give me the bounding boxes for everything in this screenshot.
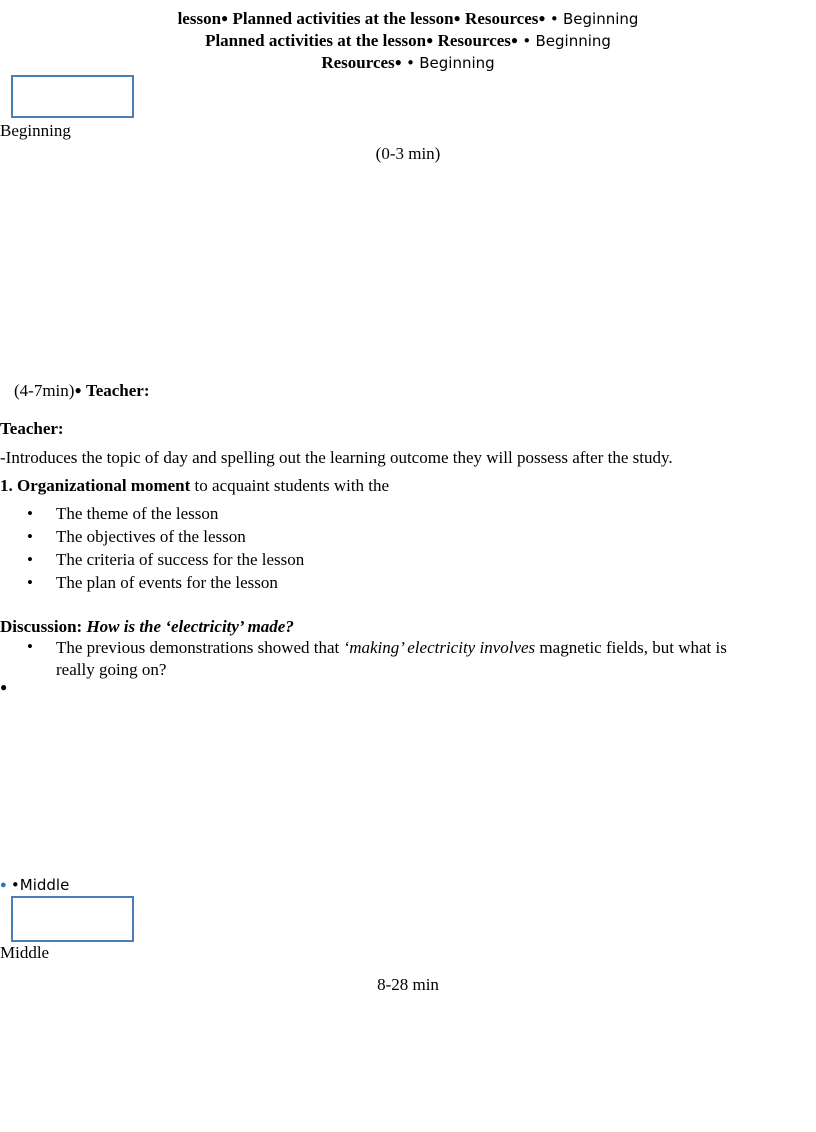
- middle-label: Middle: [0, 943, 50, 962]
- bullet-icon: ●: [221, 11, 229, 25]
- header-line-3: [0, 53, 816, 73]
- bullet-icon: •: [10, 876, 20, 894]
- header-line-2-resources: Resources: [433, 31, 511, 50]
- discussion-text-b: magnetic fields, but what is: [535, 638, 727, 657]
- header-line-1: [0, 9, 816, 29]
- stage2-time-line: [14, 381, 150, 401]
- header-line-1-beginning: Beginning: [563, 10, 639, 28]
- header-line-1-lesson: lesson: [177, 9, 222, 28]
- teacher-heading: Teacher:: [0, 419, 64, 438]
- bullet-icon: •: [27, 527, 33, 546]
- beginning-text-box[interactable]: [11, 75, 134, 118]
- bullet-icon: ●: [0, 680, 8, 694]
- bullet-icon: ●: [394, 55, 402, 69]
- header-line-1-resources: Resources: [460, 9, 539, 28]
- list-item-text: The criteria of success for the lesson: [56, 550, 305, 569]
- bullet-icon: •: [27, 504, 33, 523]
- beginning-time: (0-3 min): [375, 144, 441, 163]
- middle-text-box[interactable]: [11, 896, 134, 942]
- list-item: [0, 571, 304, 594]
- beginning-label: Beginning: [0, 121, 71, 140]
- bullet-icon: ●: [453, 11, 461, 25]
- list-item-text: The theme of the lesson: [56, 504, 219, 523]
- discussion-text-a: The previous demonstrations showed that: [56, 638, 344, 657]
- discussion-question: How is the ‘electricity’ made?: [86, 617, 294, 636]
- discussion-text-italic: ‘making’ electricity involves: [343, 638, 536, 657]
- teacher-intro: -Introduces the topic of day and spelling out the learning outcome they will possess after the study.: [0, 448, 673, 467]
- discussion-heading: [0, 617, 294, 637]
- organizational-moment-text: to acquaint students with the: [190, 476, 390, 495]
- middle-bullet-label: Middle: [19, 876, 70, 894]
- bullet-icon: •: [406, 54, 416, 72]
- bullet-icon: ●: [510, 33, 519, 47]
- lesson-items-list: [0, 502, 304, 594]
- bullet-icon: ●: [538, 11, 546, 25]
- bullet-icon: •: [522, 32, 532, 50]
- list-item: [0, 525, 304, 548]
- list-item-text: The objectives of the lesson: [56, 527, 246, 546]
- organizational-moment: [0, 476, 389, 496]
- header-line-1-planned: Planned activities at the lesson: [228, 9, 454, 28]
- bullet-icon: •: [27, 550, 33, 569]
- header-line-2-planned: Planned activities at the lesson: [205, 31, 427, 50]
- discussion-text-c: really going on?: [56, 660, 167, 679]
- middle-time: 8-28 min: [377, 975, 439, 994]
- bullet-icon: •: [549, 10, 559, 28]
- header-line-3-resources: Resources: [321, 53, 395, 72]
- list-item: [0, 502, 304, 525]
- header-line-2: [0, 31, 816, 51]
- list-item-text: The plan of events for the lesson: [56, 573, 278, 592]
- bullet-icon: ●: [426, 33, 434, 47]
- bullet-icon: •: [27, 637, 33, 656]
- bullet-icon: •: [27, 573, 33, 592]
- header-line-3-beginning: Beginning: [419, 54, 495, 72]
- discussion-label: Discussion:: [0, 617, 87, 636]
- header-line-2-beginning: Beginning: [535, 32, 611, 50]
- list-item: [0, 548, 304, 571]
- stage2-time: (4-7min): [14, 381, 75, 400]
- bullet-icon: ●: [0, 879, 7, 891]
- discussion-text: [56, 637, 816, 681]
- stage2-teacher-inline: Teacher:: [85, 381, 150, 400]
- organizational-moment-title: 1. Organizational moment: [0, 476, 191, 495]
- middle-bullet-line: [0, 875, 69, 895]
- bullet-icon: ●: [74, 383, 82, 397]
